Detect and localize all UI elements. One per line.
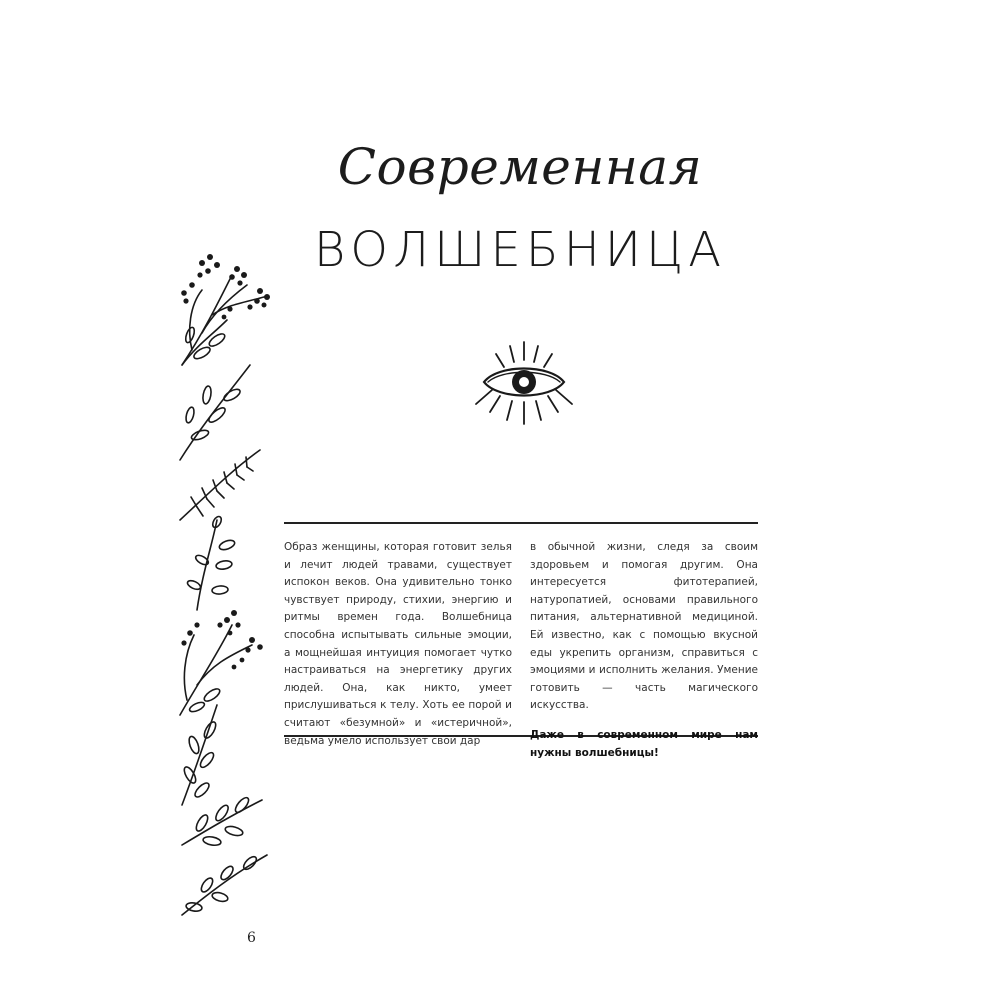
body-paragraph-right: в обычной жизни, следя за своим здоровьем и помогая другим. Она интересуется фитотерапией, натуропатией, основами правильного питания, альтернативной медициной. Ей известно, как с помощью вкусной еды укрепить организм, справиться с эмоциями и исполнить желания. Умение готовить — часть магического искусства. [530, 541, 758, 712]
top-divider [284, 522, 758, 524]
emphasis-statement: Даже в современном мире нам нужны волшебницы! [530, 728, 758, 759]
all-seeing-eye-icon [470, 338, 578, 428]
page-number: 6 [247, 930, 256, 946]
body-paragraph-left: Образ женщины, которая готовит зелья и лечит людей травами, существует испокон веков. Она удивительно тонко чувствует природу, стихии, энергию и ритмы времен года. Волшебница способна испытывать сильные эмоции, а мощнейшая интуиция помогает чутко настраиваться на энергетику других людей. Она, как никто, умеет прислушиваться к телу. Хоть ее порой и считают «безумной» и «истеричной», ведьма умело использует свой дар [284, 541, 512, 747]
body-column-right [530, 539, 758, 762]
botanical-branches-illustration [172, 245, 282, 925]
body-column-left [284, 539, 512, 750]
title-caps-line: ВОЛШЕБНИЦА [313, 222, 727, 278]
title-script-line: Современная [337, 138, 703, 196]
